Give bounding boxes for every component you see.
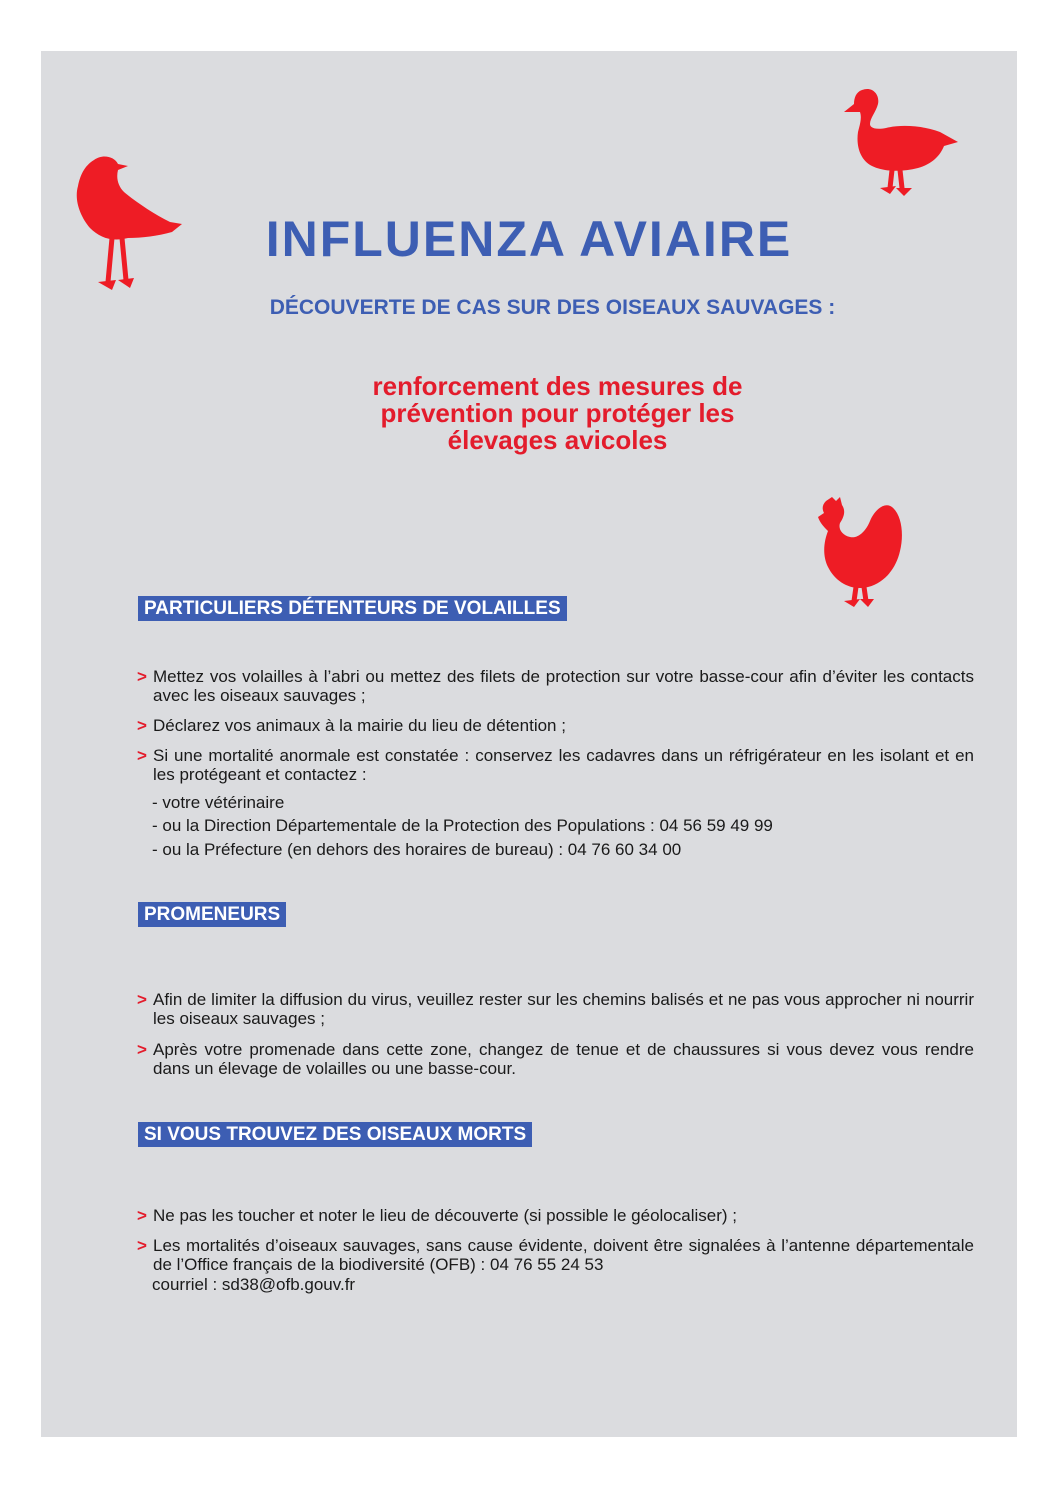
contact-line: - ou la Direction Départementale de la Protection des Populations : 04 56 59 49 99: [152, 816, 773, 835]
section-heading-promeneurs: PROMENEURS: [138, 902, 286, 927]
hen-icon: [814, 495, 906, 611]
tagline-line: élevages avicoles: [447, 425, 668, 455]
page-subtitle: DÉCOUVERTE DE CAS SUR DES OISEAUX SAUVAGES :: [269, 296, 836, 319]
contact-line: - ou la Préfecture (en dehors des horaires de bureau) : 04 76 60 34 00: [152, 840, 682, 859]
chevron-right-icon: >: [137, 746, 147, 765]
list-item: > Déclarez vos animaux à la mairie du lieu de détention ;: [137, 716, 566, 735]
tagline: [0, 373, 1058, 454]
tagline-line: prévention pour protéger les: [380, 398, 735, 428]
list-item: > Si une mortalité anormale est constatée : conservez les cadavres dans un réfrigérateur en les isolant et en les protégeant et contactez :: [137, 746, 974, 784]
contact-line: - votre vétérinaire: [152, 793, 285, 812]
duck-icon: [840, 88, 965, 200]
list-item: > Mettez vos volailles à l’abri ou mettez des filets de protection sur votre basse-cour afin d’éviter les contacts avec les oiseaux sauvages ;: [137, 667, 974, 705]
list-item: > Ne pas les toucher et noter le lieu de découverte (si possible le géolocaliser) ;: [137, 1206, 737, 1225]
chevron-right-icon: >: [137, 716, 147, 735]
list-item: > Afin de limiter la diffusion du virus, veuillez rester sur les chemins balisés et ne pas vous approcher ni nourrir les oiseaux sauvages ;: [137, 990, 974, 1028]
section-heading-particuliers: PARTICULIERS DÉTENTEURS DE VOLAILLES: [138, 596, 567, 621]
chevron-right-icon: >: [137, 1040, 147, 1059]
chevron-right-icon: >: [137, 990, 147, 1009]
chevron-right-icon: >: [137, 1236, 147, 1255]
list-item: > Après votre promenade dans cette zone, changez de tenue et de chaussures si vous devez vous rendre dans un élevage de volailles ou une basse-cour.: [137, 1040, 974, 1078]
contact-email: courriel : sd38@ofb.gouv.fr: [152, 1275, 356, 1294]
section-heading-oiseaux-morts: SI VOUS TROUVEZ DES OISEAUX MORTS: [138, 1122, 532, 1147]
list-item: > Les mortalités d’oiseaux sauvages, sans cause évidente, doivent être signalées à l’antenne départementale de l’Office français de la biodiversité (OFB) : 04 76 55 24 53: [137, 1236, 974, 1274]
chevron-right-icon: >: [137, 1206, 147, 1225]
tagline-line: renforcement des mesures de: [372, 371, 743, 401]
chevron-right-icon: >: [137, 667, 147, 686]
page-title: INFLUENZA AVIAIRE: [265, 211, 793, 267]
